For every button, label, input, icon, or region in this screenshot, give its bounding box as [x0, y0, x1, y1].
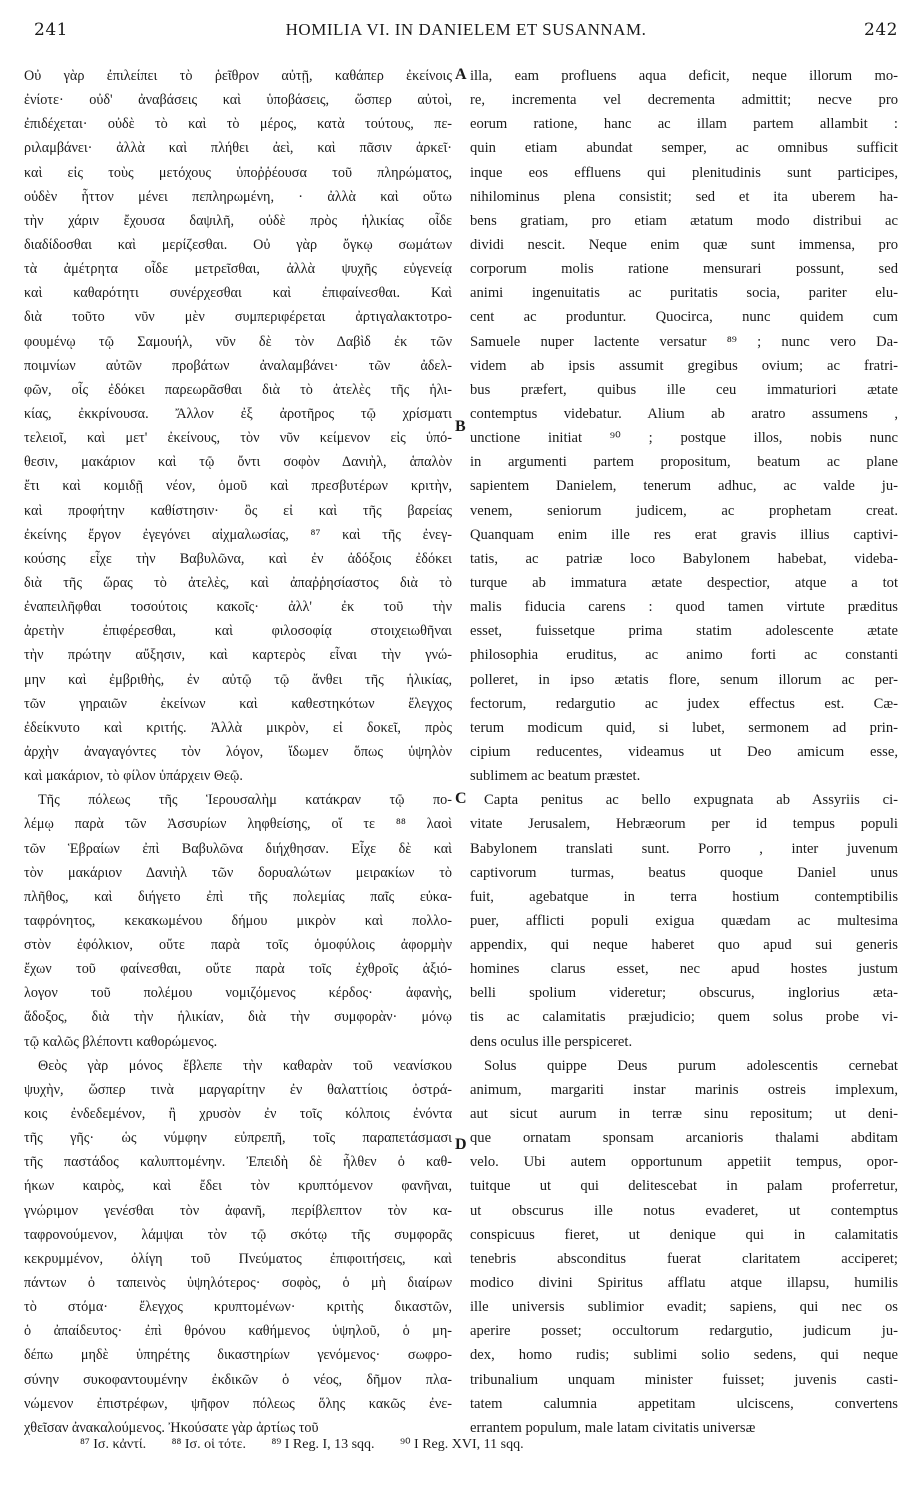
- text-line: ἐδείκνυτο καὶ κριτής. Ἀλλὰ μικρὸν, εἰ δοκεῖ, πρὸς: [24, 719, 452, 736]
- text-line: ἐνίοτε· οὐδ' ἀναβάσεις καὶ ὑποβάσεις, ὥσπερ αὐτοὶ,: [24, 92, 452, 109]
- text-line: ἐκείνης ἔργον ἐγεγόνει αἰχμαλωσίας, ⁸⁷ καὶ τῆς ἐνεγ-: [24, 526, 452, 543]
- text-line: contemptus videbatur. Alium ab aratro assumens ,: [470, 405, 898, 422]
- text-line: ἄδοξος, διὰ τὴν ἡλικίαν, διὰ τὴν συμφορὰν· μόνῳ: [24, 1009, 452, 1026]
- text-line: ψυχὴν, ὥσπερ τινὰ μαργαρίτην ἐν θαλαττίοις ὀστρά-: [24, 1081, 452, 1098]
- text-line: aperire posset; occultorum redargutio, judicum ju-: [470, 1323, 898, 1340]
- text-line: dens oculus ille perspiceret.: [470, 1033, 633, 1050]
- text-line: ἐναπειλῆφθαι τοσούτοις κακοῖς· ἀλλ' ἐκ τοῦ τὴν: [24, 599, 452, 616]
- text-line: στὸν ἐφόλκιον, οὔτε παρὰ τοῖς ὁμοφύλοις ἀφορμὴν: [24, 937, 452, 954]
- text-line: ἔτι καὶ κομιδῇ νέον, ὁμοῦ καὶ πρεσβυτέρων κριτὴν,: [24, 478, 452, 495]
- text-line: Samuele nuper lactente versatur ⁸⁹ ; nunc vero Da-: [470, 333, 898, 350]
- text-line: δέπω μηδὲ ὑπηρέτης δικαστηρίων γενόμενος· σωφρο-: [24, 1347, 452, 1364]
- text-line: sapientem Danielem, tenerum adhuc, ac valde ju-: [470, 478, 898, 495]
- text-line: animi ingenuitatis ac puritatis socia, pariter elu-: [470, 285, 898, 302]
- text-line: corporum molis ratione mensurari possunt, sed: [470, 261, 898, 278]
- text-line: fectorum, redargutio ac judex effectus est. Cæ-: [470, 695, 898, 712]
- text-line: tatem calumnia appetitam ulciscens, convertens: [470, 1395, 898, 1412]
- text-line: tis ac calamitatis præjudicio; quem solus probe vi-: [470, 1009, 898, 1026]
- text-line: vitate Jerusalem, Hebræorum per id tempus populi: [470, 816, 898, 833]
- text-line: nihilominus plena consistit; sed et ita uberem ha-: [470, 188, 898, 205]
- text-line: λογον τοῦ πολέμου νομιζόμενος κέρδος· ἀφανὴς,: [24, 985, 452, 1002]
- text-line: Οὐ γὰρ ἐπιλείπει τὸ ῥεῖθρον αὐτῇ, καθάπερ ἐκείνοις: [24, 68, 452, 84]
- running-title: HOMILIA VI. IN DANIELEM ET SUSANNAM.: [285, 20, 647, 39]
- text-line: inque eos effluens qui plenitudinis sunt participes,: [470, 164, 898, 181]
- text-line: que ornatam sponsam arcanioris thalami abditam: [470, 1130, 898, 1147]
- text-line: captivorum turmas, beatus quoque Daniel unus: [470, 864, 898, 881]
- text-line: τὰ ἀμέτρητα οἶδε μετρεῖσθαι, ἀλλὰ ψυχῆς εὐγενείᾳ: [24, 261, 452, 278]
- text-line: πάντων ὁ ταπεινὸς ὑψηλότερος· σοφὸς, ὁ μὴ διαίρων: [24, 1275, 452, 1292]
- text-line: σύνην συκοφαντουμένην ἐκδικῶν ὁ νέος, δῆμον πλα-: [24, 1371, 452, 1388]
- text-line: πλῆθος, καὶ διήγετο ἐπὶ τῆς πολεμίας παῖς εὐκα-: [24, 888, 452, 905]
- text-line: velo. Ubi autem opportunum appetiit tempus, opor-: [470, 1154, 898, 1171]
- text-line: διὰ τοῦτο νῦν μὲν συμπεριφέρεται ἀρτιγαλακτοτρο-: [24, 309, 452, 326]
- greek-column: [24, 64, 452, 1440]
- text-line: belli spolium videretur; obscurus, inglorius æta-: [470, 985, 898, 1002]
- footnote-88: ⁸⁸ Ισ. οἱ τότε.: [171, 1437, 246, 1452]
- text-line: re, incrementa vel decrementa admittit; necve pro: [470, 92, 898, 109]
- running-header: [34, 20, 898, 46]
- latin-column: [470, 64, 898, 1440]
- text-line: ποιμνίων αὐτῶν προβάτων ἀναλαμβάνει· τῶν ἀδελ-: [24, 357, 452, 374]
- text-line: ὁ ἀπαίδευτος· ἐπὶ θρόνου καθήμενος ὑψηλοῦ, ὁ μη-: [24, 1323, 452, 1340]
- text-line: κούσης εἶχε τὴν Βαβυλῶνα, καὶ ἐν ἀδόξοις ἐδόκει: [24, 550, 452, 567]
- text-line: τῶν γηραιῶν ἐκείνων καὶ καθεστηκότων ἔλεγχος: [24, 695, 452, 712]
- text-line: λέμῳ παρὰ τῶν Ἀσσυρίων ληφθείσης, οἵ τε ⁸⁸ λαοὶ: [24, 816, 452, 833]
- footnote-87: ⁸⁷ Ισ. κἀντί.: [80, 1437, 147, 1452]
- text-line: unctione initiat ⁹⁰ ; postque illos, nobis nunc: [470, 430, 898, 447]
- text-line: sublimem ac beatum præstet.: [470, 768, 641, 785]
- text-line: κεκρυμμένον, ὀλίγη τοῦ Πνεύματος ἐπιφοιτήσεις, καὶ: [24, 1250, 452, 1267]
- text-line: τῆς γῆς· ὡς νύμφην εὐπρεπῆ, τοῖς παραπετάσμασι: [24, 1130, 452, 1147]
- text-line: appendix, qui neque haberet quo apud sui generis: [470, 937, 898, 954]
- text-line: homines clarus esset, nec apud hostes justum: [470, 961, 898, 978]
- text-line: τὸν μακάριον Δανιὴλ τῶν δορυαλώτων μειρακίων τὸ: [24, 864, 452, 881]
- text-line: γνώριμον γενέσθαι τὸν ἀφανῆ, περίβλεπτον τὸν κα-: [24, 1202, 452, 1219]
- text-line: in argumenti partem propositum, beatum ac plane: [470, 454, 898, 471]
- text-line: τῆς παστάδος καλυπτομένην. Ἐπειδὴ δὲ ἦλθεν ὁ καθ-: [24, 1154, 452, 1171]
- text-line: τὴν πρώτην αὔξησιν, καὶ καρτερὸς εἶναι τὴν γνώ-: [24, 647, 452, 664]
- text-line: dividi nescit. Neque enim quæ sunt immensa, pro: [470, 236, 898, 253]
- text-line: ἐπιδέχεται· οὐδὲ τὸ καὶ τὸ μέρος, κατὰ τούτους, πε-: [24, 116, 452, 133]
- text-line: ἔχων τοῦ φαίνεσθαι, οὔτε παρὰ τοῖς ἐχθροῖς ἀξιό-: [24, 961, 452, 978]
- text-line: ἀρετὴν ἐπιφέρεσθαι, καὶ φιλοσοφίᾳ στοιχειωθῆναι: [24, 623, 452, 640]
- text-line: cent ac produntur. Quocirca, nunc quidem cum: [470, 309, 898, 326]
- text-line: ριλαμβάνει· ἀλλὰ καὶ πλήθει ἀεὶ, καὶ πᾶσιν ἀρκεῖ·: [24, 140, 452, 157]
- text-line: ήκων καιρὸς, καὶ ἔδει τὸν κρυπτόμενον φανῆναι,: [24, 1178, 452, 1195]
- text-line: καὶ εἰς τοὺς μετόχους ὑποῤῥέουσα τοῦ πληρώματος,: [24, 164, 452, 181]
- text-line: tenebris absconditus fuerat claritatem acciperet;: [470, 1250, 898, 1267]
- text-line: venem, seniorum judicem, ac prophetam creat.: [470, 502, 898, 519]
- text-line: bus præfert, quibus ille ceu immaturiori ætate: [470, 381, 898, 398]
- text-line: καὶ προφήτην καθίστησιν· ὃς εἰ καὶ τῆς βαρείας: [24, 502, 452, 519]
- text-line: terum modicum quid, si lubet, sermonem ad prin-: [470, 719, 898, 736]
- section-marker-d: D: [455, 1136, 467, 1153]
- text-line: Babylonem translati sunt. Porro , inter juvenum: [470, 840, 898, 857]
- text-line: quin etiam abundat semper, ac omnibus sufficit: [470, 140, 898, 157]
- page-number-left: 241: [34, 20, 68, 40]
- footnote-89: ⁸⁹ I Reg. I, 13 sqq.: [271, 1437, 375, 1452]
- text-line: ἀρχὴν ἀναγαγόντες τὸν λόγον, ἴδωμεν ὅπως ὑψηλὸν: [24, 743, 452, 760]
- text-line: θεσιν, μακάριον καὶ τῷ ὄντι σοφὸν Δανιὴλ, ἁπαλὸν: [24, 454, 452, 471]
- text-line: videm ab ipsis assumit gregibus ovium; ac fratri-: [470, 357, 898, 374]
- text-line: Quanquam enim ille res erat gravis illius captivi-: [470, 526, 898, 543]
- text-line: esset, fuissetque prima statim adolescente ætate: [470, 623, 898, 640]
- text-line: ille universis sublimior evadit; sapiens, qui nec os: [470, 1299, 898, 1316]
- text-line: animum, margariti instar marinis ostreis implexum,: [470, 1081, 898, 1098]
- text-line: dex, homo rudis; sublimi solio sedens, qui neque: [470, 1347, 898, 1364]
- text-line: τὴν χάριν ἔχουσα δαψιλῆ, οὐδὲ πρὸς ἡλικίας οἶδε: [24, 212, 452, 229]
- text-line: polleret, in ipso ætatis flore, senum illorum ac per-: [470, 671, 898, 688]
- text-line: χθεῖσαν ἀνακαλούμενος. Ἠκούσατε γὰρ ἀρτίως τοῦ: [24, 1419, 319, 1436]
- text-line: philosophia eruditus, ac animo forti ac constanti: [470, 647, 898, 664]
- text-line: errantem populum, male latam civitatis universæ: [470, 1419, 756, 1436]
- text-line: puer, afflicti populi exigua quædam ac multesima: [470, 912, 898, 929]
- text-line: tuitque ut qui delitescebat in palam proferretur,: [470, 1178, 898, 1195]
- text-line: διὰ τῆς ὥρας τὸ ἀτελὲς, καὶ ἀπαῤῥησίαστος διὰ τὸ: [24, 574, 452, 591]
- text-line: modico divini Spiritus afflatu atque illapsu, humilis: [470, 1275, 898, 1292]
- text-line: malis fiducia carens : quod tamen virtute præditus: [470, 599, 898, 616]
- footnotes: [80, 1436, 780, 1453]
- text-line: φῶν, οἷς ἐδόκει παρεωρᾶσθαι διὰ τὸ ἀτελὲς τῆς ἡλι-: [24, 381, 452, 398]
- text-line: fuit, agebatque in terra hostium contemptibilis: [470, 888, 898, 905]
- text-line: turque ab immatura ætate despectior, atque a tot: [470, 574, 898, 591]
- text-line: ut obscurus ille notus evaderet, ut contemptus: [470, 1202, 898, 1219]
- text-line: Capta penitus ac bello expugnata ab Assyriis ci-: [484, 792, 898, 809]
- text-line: Θεὸς γὰρ μόνος ἔβλεπε τὴν καθαρὰν τοῦ νεανίσκου: [38, 1057, 452, 1074]
- section-marker-a: A: [455, 66, 467, 83]
- text-line: eorum ratione, hanc ac illam partem allambit :: [470, 116, 898, 133]
- text-line: καὶ μακάριον, τὸ φίλον ὑπάρχειν Θεῷ.: [24, 768, 243, 785]
- text-line: tatis, ac patriæ loco Babylonem habebat, videba-: [470, 550, 898, 567]
- text-line: τελειοῖ, καὶ μετ' ἐκείνους, τὸν νῦν κείμενον εἰς ὑπό-: [24, 430, 452, 447]
- text-line: ταφρόνητος, κεκακωμένου δήμου μικρὸν καὶ πολλο-: [24, 912, 452, 929]
- text-line: bens gratiam, pro etiam ætatum modo distribui ac: [470, 212, 898, 229]
- text-line: Solus quippe Deus purum adolescentis cernebat: [484, 1057, 898, 1074]
- text-line: cipium reducentes, videamus ut Deo amicum esse,: [470, 743, 898, 760]
- section-marker-b: B: [455, 418, 466, 435]
- section-marker-c: C: [455, 790, 467, 807]
- text-line: illa, eam profluens aqua deficit, neque illorum mo-: [470, 68, 898, 84]
- text-line: conspicuus fieret, ut denique qui in calamitatis: [470, 1226, 898, 1243]
- text-line: τῷ καλῶς βλέποντι καθορώμενος.: [24, 1033, 218, 1050]
- text-line: οὐδὲν ἧττον μένει πεπληρωμένη, · ἀλλὰ καὶ οὕτω: [24, 188, 452, 205]
- text-line: ταφρονούμενον, λάμψαι τὸν τῷ σκότῳ τῆς συμφορᾶς: [24, 1226, 452, 1243]
- text-line: aut sicut aurum in terræ sinu repositum; ut deni-: [470, 1106, 898, 1123]
- text-line: κοις ἐνδεδεμένον, ἢ χρυσὸν ἐν τοῖς κόλποις ἐνόντα: [24, 1106, 452, 1123]
- text-line: τὸ στόμα· ἔλεγχος κρυπτομένων· κριτὴς δικαστῶν,: [24, 1299, 452, 1316]
- text-line: τῶν Ἑβραίων ἐπὶ Βαβυλῶνα διήχθησαν. Εἶχε δὲ καὶ: [24, 840, 452, 857]
- text-line: καὶ καθαρότητι συνέρχεσθαι καὶ ἐπιφαίνεσθαι. Καὶ: [24, 285, 452, 302]
- text-line: νώμενον ἐπιστρέφων, ψῆφον πόλεως ὅλης κακῶς ἐνε-: [24, 1395, 452, 1412]
- text-line: μην καὶ ἐμβριθὴς, ἐν αὐτῷ τῷ ἄνθει τῆς ἡλικίας,: [24, 671, 452, 688]
- footnote-90: ⁹⁰ I Reg. XVI, 11 sqq.: [400, 1437, 524, 1452]
- text-line: κίας, ἐκκρίνουσα. Ἄλλον ἐξ ἀροτῆρος τῷ χρίσματι: [24, 405, 452, 422]
- text-line: φουμένῳ τῷ Σαμουήλ, νῦν δὲ τὸν Δαβὶδ ἐκ τῶν: [24, 333, 452, 350]
- page-number-right: 242: [864, 20, 898, 40]
- text-line: διαδίδοσθαι καὶ μερίζεσθαι. Οὐ γὰρ ὄγκῳ σωμάτων: [24, 236, 452, 253]
- text-line: tribunalium unquam minister fuisset; juvenis casti-: [470, 1371, 898, 1388]
- text-line: Τῆς πόλεως τῆς Ἱερουσαλὴμ κατάκραν τῷ πο-: [38, 792, 452, 809]
